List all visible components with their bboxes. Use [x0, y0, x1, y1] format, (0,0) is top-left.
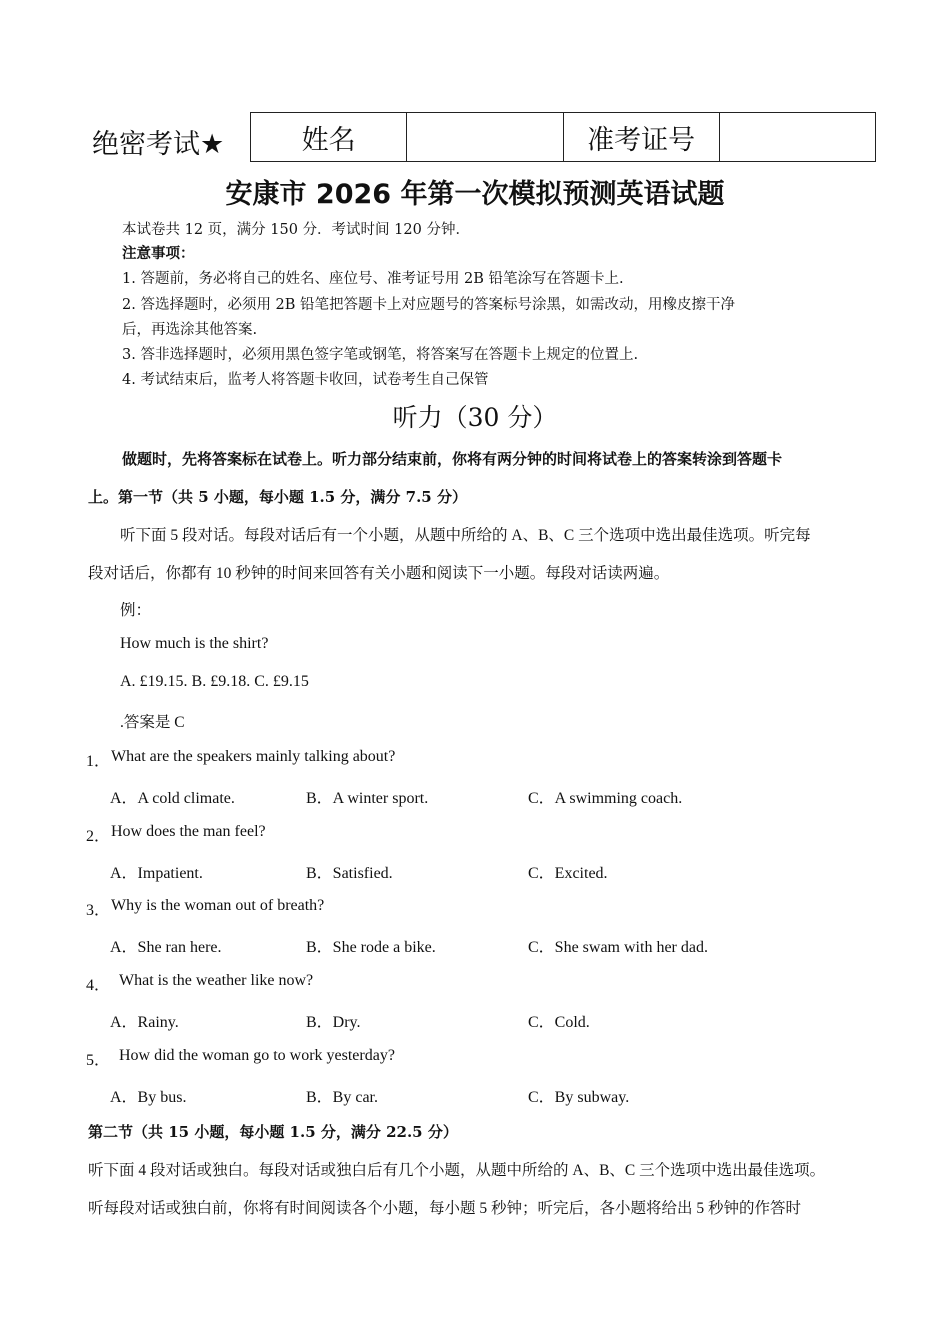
- option-a[interactable]: A．By bus.: [110, 1089, 187, 1106]
- note-item: 3. 答非选择题时，必须用黑色签字笔或钢笔，将答案写在答题卡上规定的位置上.: [122, 347, 639, 363]
- option-b[interactable]: B．By car.: [306, 1089, 378, 1106]
- listening-instruction: 做题时，先将答案标在试卷上。听力部分结束前，你将有两分钟的时间将试卷上的答案转涂到答题卡: [122, 450, 783, 468]
- note-item: 后，再选涂其他答案.: [122, 322, 258, 338]
- option-a[interactable]: A．Impatient.: [110, 865, 203, 882]
- name-field[interactable]: [407, 113, 563, 161]
- option-c[interactable]: C．A swimming coach.: [528, 790, 683, 807]
- section1-directions: 段对话后，你都有 10 秒钟的时间来回答有关小题和阅读下一小题。每段对话读两遍。: [88, 565, 670, 582]
- listening-section-title: 听力（30 分）: [392, 403, 558, 432]
- option-c[interactable]: C．She swam with her dad.: [528, 939, 708, 956]
- secret-label: 绝密考试★: [92, 129, 225, 160]
- example-label: 例：: [120, 602, 152, 619]
- name-label: 姓名: [251, 113, 407, 161]
- section1-directions: 听下面 5 段对话。每段对话后有一个小题，从题中所给的 A、B、C 三个选项中选出最佳选项。听完每: [120, 527, 811, 544]
- example-options: A. £19.15. B. £9.18. C. £9.15: [120, 673, 309, 690]
- question-text: What is the weather like now?: [119, 972, 314, 989]
- exam-number-label: 准考证号: [564, 113, 720, 161]
- question-text: What are the speakers mainly talking about?: [111, 748, 396, 765]
- option-b[interactable]: B．Dry.: [306, 1014, 361, 1031]
- section2-title: 第二节（共 15 小题，每小题 1.5 分，满分 22.5 分）: [88, 1123, 458, 1141]
- option-b[interactable]: B．Satisfied.: [306, 865, 393, 882]
- section2-directions: 听每段对话或独白前，你将有时间阅读各个小题，每小题 5 秒钟；听完后，各小题将给出 5 秒钟的作答时: [88, 1200, 802, 1217]
- option-a[interactable]: A．A cold climate.: [110, 790, 235, 807]
- note-item: 1. 答题前，务必将自己的姓名、座位号、准考证号用 2B 铅笔涂写在答题卡上.: [122, 271, 624, 287]
- option-b[interactable]: B．A winter sport.: [306, 790, 429, 807]
- candidate-info-table: [250, 112, 876, 162]
- question-text: How does the man feel?: [111, 823, 266, 840]
- question-number: 4．: [86, 977, 111, 994]
- question-text: Why is the woman out of breath?: [111, 897, 325, 914]
- option-a[interactable]: A．Rainy.: [110, 1014, 179, 1031]
- notes-heading: 注意事项：: [122, 245, 195, 262]
- page-title: 安康市 2026 年第一次模拟预测英语试题: [225, 179, 725, 210]
- exam-number-field[interactable]: [720, 113, 875, 161]
- intro-text: 本试卷共 12 页，满分 150 分．考试时间 120 分钟．: [122, 222, 470, 238]
- example-answer: .答案是 C: [120, 714, 185, 731]
- note-item: 2. 答选择题时，必须用 2B 铅笔把答题卡上对应题号的答案标号涂黑，如需改动，用橡皮擦干净: [122, 297, 736, 313]
- example-question: How much is the shirt?: [120, 635, 269, 652]
- option-b[interactable]: B．She rode a bike.: [306, 939, 436, 956]
- note-item: 4. 考试结束后，监考人将答题卡收回，试卷考生自己保管: [122, 372, 489, 388]
- question-number: 3．: [86, 902, 111, 919]
- section2-directions: 听下面 4 段对话或独白。每段对话或独白后有几个小题，从题中所给的 A、B、C 三个选项中选出最佳选项。: [88, 1162, 826, 1179]
- question-text: How did the woman go to work yesterday?: [119, 1047, 395, 1064]
- question-number: 1．: [86, 753, 111, 770]
- option-c[interactable]: C．By subway.: [528, 1089, 630, 1106]
- option-c[interactable]: C．Cold.: [528, 1014, 590, 1031]
- option-c[interactable]: C．Excited.: [528, 865, 608, 882]
- option-a[interactable]: A．She ran here.: [110, 939, 222, 956]
- section1-title: 上。第一节（共 5 小题，每小题 1.5 分，满分 7.5 分）: [88, 488, 467, 506]
- question-number: 5．: [86, 1052, 111, 1069]
- question-number: 2．: [86, 828, 111, 845]
